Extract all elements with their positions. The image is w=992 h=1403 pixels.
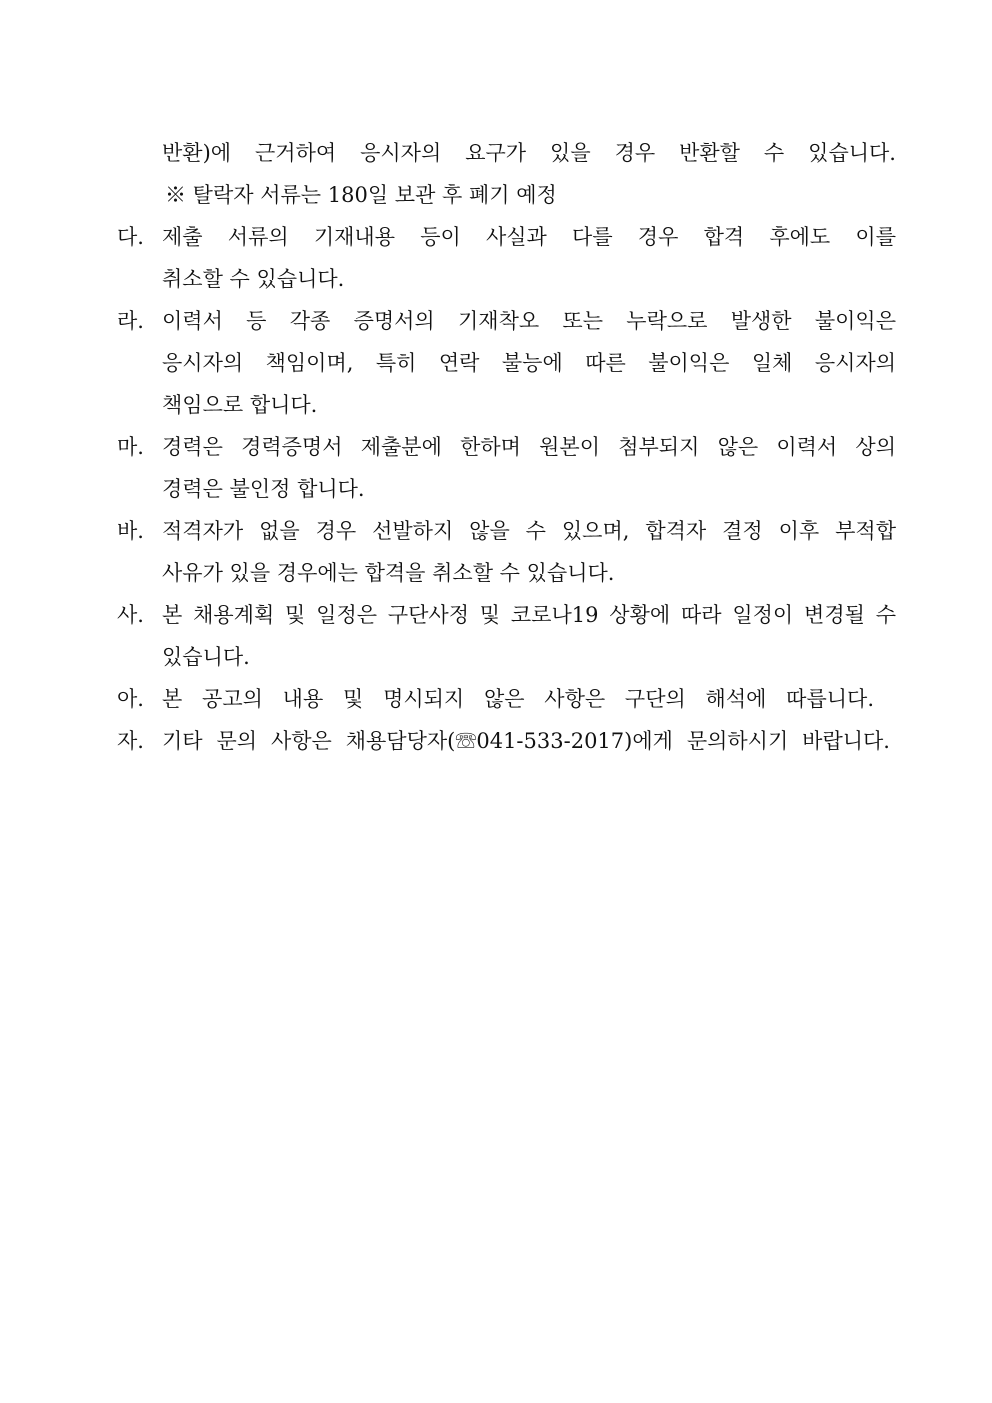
item-marker-ba: 바. [117, 519, 144, 543]
item-ba-line-1: 적격자가 없을 경우 선발하지 않을 수 있으며, 합격자 결정 이후 부적합 [162, 519, 896, 543]
item-marker-ma: 마. [117, 435, 144, 459]
item-ma-line-1: 경력은 경력증명서 제출분에 한하며 원본이 첨부되지 않은 이력서 상의 [162, 435, 896, 459]
item-da-line-2: 취소할 수 있습니다. [162, 267, 345, 291]
item-marker-ja: 자. [117, 729, 144, 753]
item-ra-line-3: 책임으로 합니다. [162, 393, 318, 417]
item-a-line-1: 본 공고의 내용 및 명시되지 않은 사항은 구단의 해석에 따릅니다. [162, 687, 874, 711]
item-sa-line-1: 본 채용계획 및 일정은 구단사정 및 코로나19 상황에 따라 일정이 변경될 수 [162, 603, 896, 627]
continuation-line: 반환)에 근거하여 응시자의 요구가 있을 경우 반환할 수 있습니다. [162, 141, 896, 165]
item-marker-ra: 라. [117, 309, 144, 333]
item-ra-line-1: 이력서 등 각종 증명서의 기재착오 또는 누락으로 발생한 불이익은 [162, 309, 896, 333]
item-ba-line-2: 사유가 있을 경우에는 합격을 취소할 수 있습니다. [162, 561, 615, 585]
item-marker-sa: 사. [117, 603, 144, 627]
retention-note: ※ 탈락자 서류는 180일 보관 후 폐기 예정 [165, 183, 557, 207]
item-marker-a: 아. [117, 687, 144, 711]
item-ja-line-1: 기타 문의 사항은 채용담당자(☏041-533-2017)에게 문의하시기 바랍니다. [162, 729, 890, 753]
item-da-line-1: 제출 서류의 기재내용 등이 사실과 다를 경우 합격 후에도 이를 [162, 225, 896, 249]
item-marker-da: 다. [117, 225, 144, 249]
item-sa-line-2: 있습니다. [162, 645, 250, 669]
item-ma-line-2: 경력은 불인정 합니다. [162, 477, 365, 501]
item-ra-line-2: 응시자의 책임이며, 특히 연락 불능에 따른 불이익은 일체 응시자의 [162, 351, 896, 375]
